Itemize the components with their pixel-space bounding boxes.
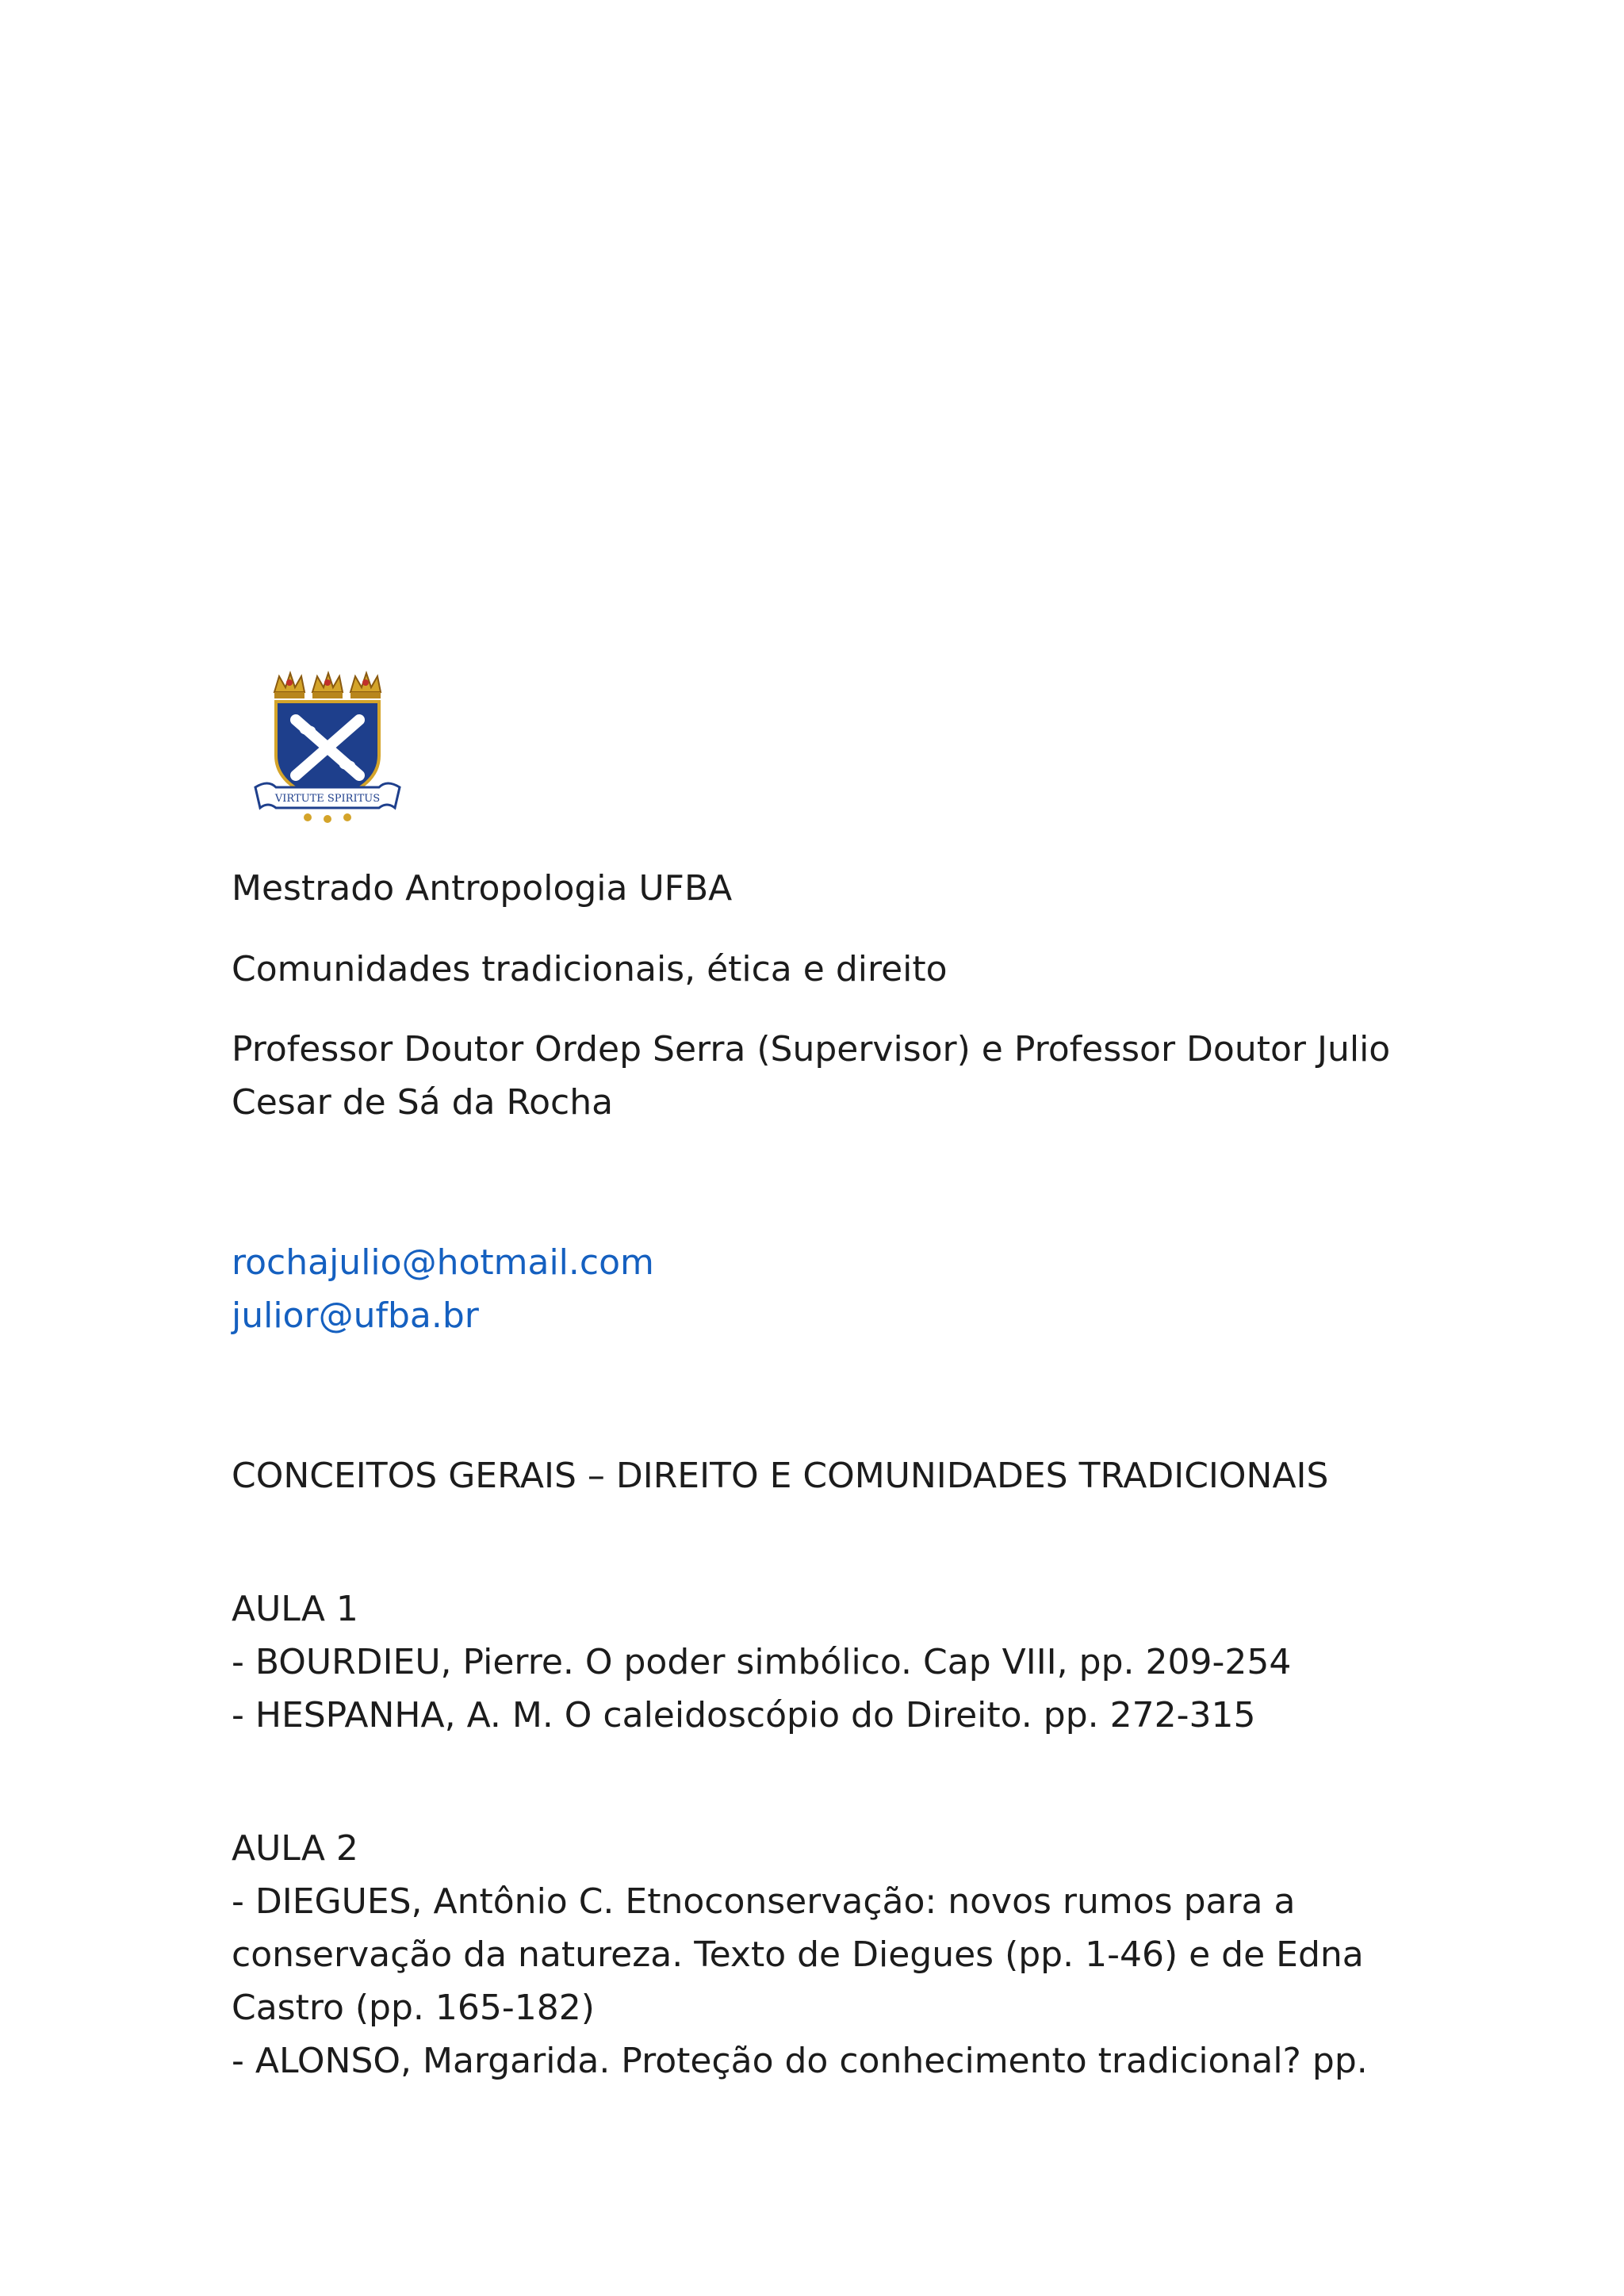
crown-center-icon (312, 673, 343, 698)
motto-ribbon (255, 783, 400, 808)
ufba-crest-logo (252, 668, 403, 827)
section-title: CONCEITOS GERAIS – DIREITO E COMUNIDADES TRADICIONAIS (232, 1456, 1329, 1496)
aula-2-title: AULA 2 (232, 1828, 358, 1869)
email-ufba[interactable]: julior@ufba.br (232, 1295, 479, 1336)
crown-left-icon (274, 673, 304, 698)
aula-2-line: - ALONSO, Margarida. Proteção do conhecimento tradicional? pp. (232, 2041, 1368, 2081)
professors-line-2: Cesar de Sá da Rocha (232, 1082, 614, 1123)
email-hotmail[interactable]: rochajulio@hotmail.com (232, 1242, 654, 1283)
crown-right-icon (350, 673, 381, 698)
crest-motto: VIRTUTE SPIRITUS (274, 793, 381, 805)
aula-2-line: Castro (pp. 165-182) (232, 1988, 595, 2028)
ornaments-icon (304, 813, 351, 823)
aula-2-line: conservação da natureza. Texto de Diegues (pp. 1-46) e de Edna (232, 1934, 1364, 1975)
aula-1-item: - BOURDIEU, Pierre. O poder simbólico. Cap VIII, pp. 209-254 (232, 1642, 1292, 1682)
email-link-ufba[interactable] (232, 1289, 1421, 1342)
program-title: Mestrado Antropologia UFBA (232, 868, 733, 909)
professors-line-1: Professor Doutor Ordep Serra (Supervisor) e Professor Doutor Julio (232, 1029, 1391, 1070)
aula-2-line: - DIEGUES, Antônio C. Etnoconservação: novos rumos para a (232, 1881, 1296, 1922)
aula-1-title: AULA 1 (232, 1589, 358, 1629)
course-title: Comunidades tradicionais, ética e direito (232, 949, 948, 989)
aula-1-item: - HESPANHA, A. M. O caleidoscópio do Direito. pp. 272-315 (232, 1695, 1256, 1735)
email-link-hotmail[interactable] (232, 1236, 1421, 1289)
